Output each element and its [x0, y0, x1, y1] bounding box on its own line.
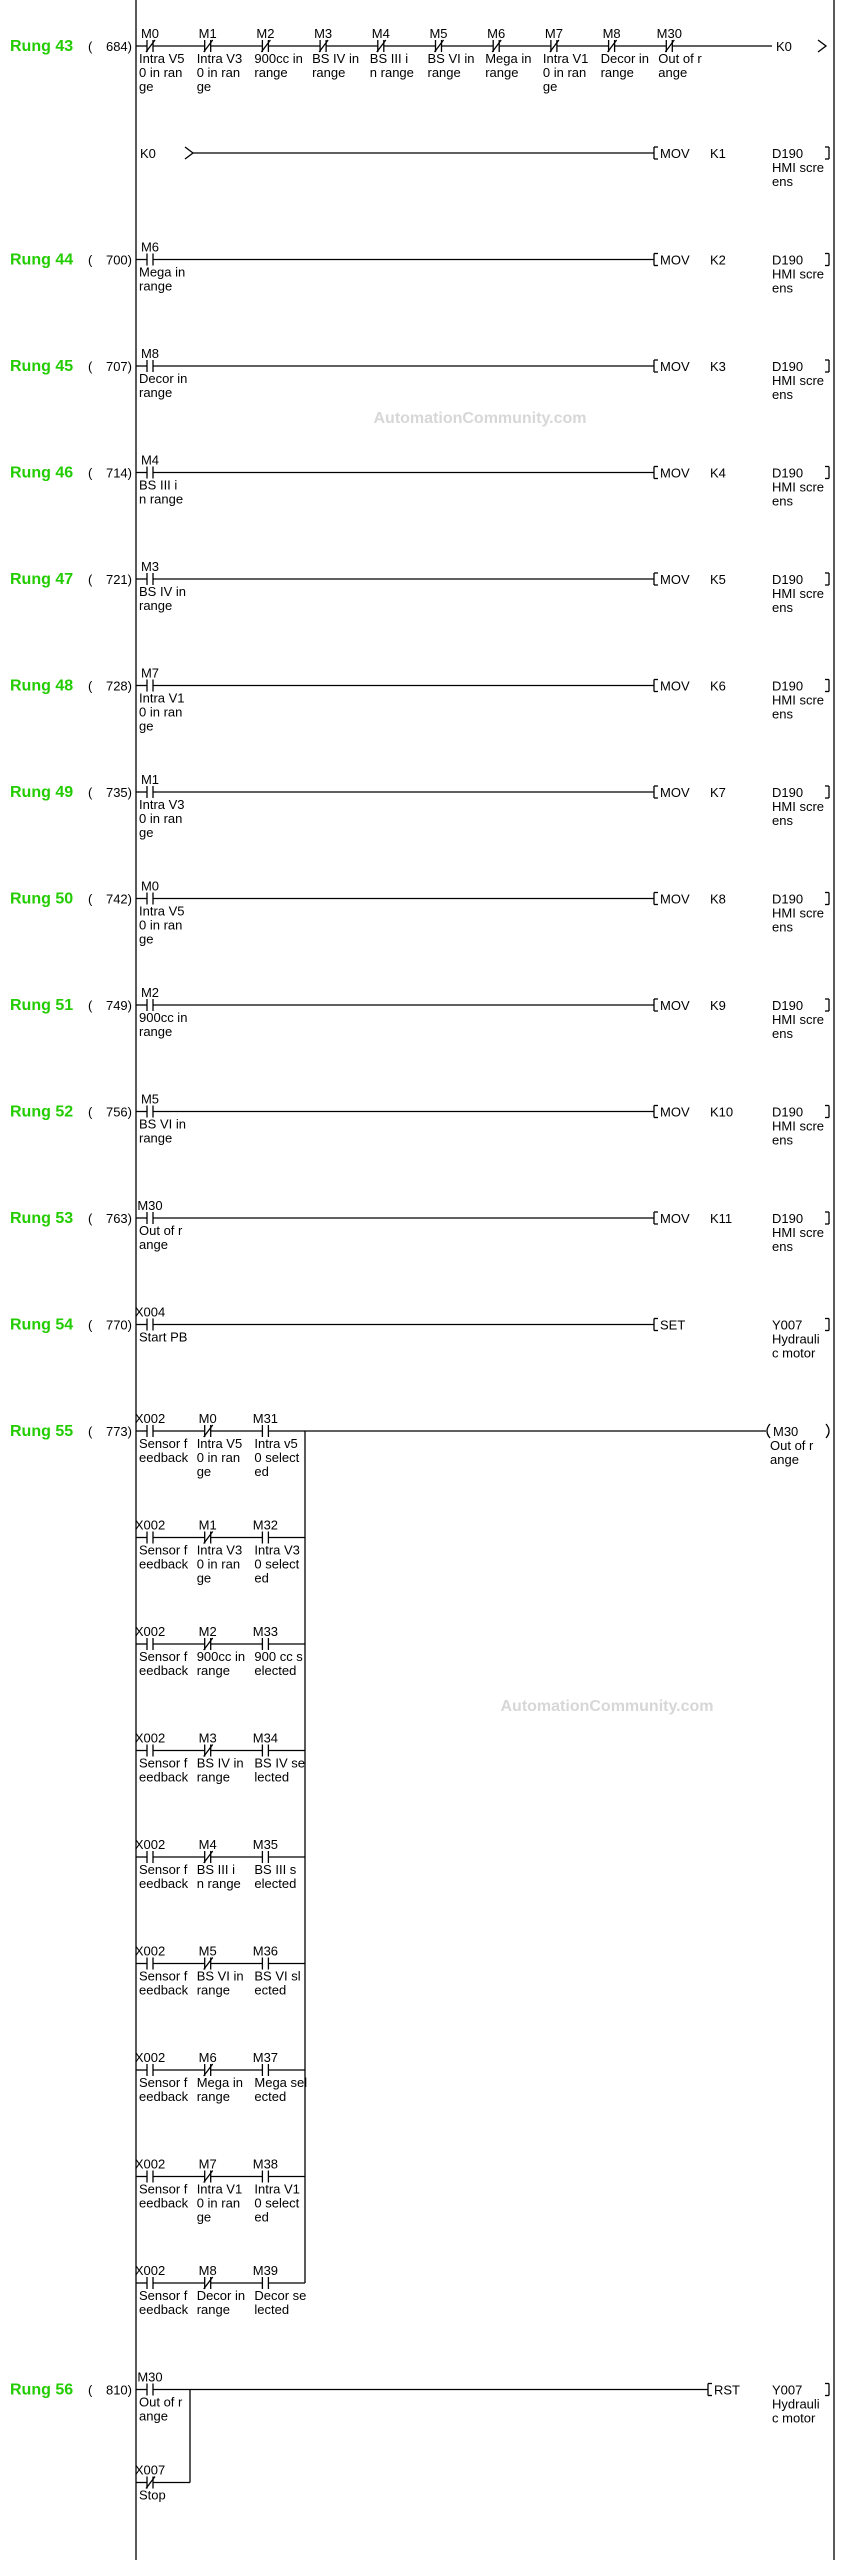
contact-description: range [139, 598, 173, 613]
step-number: 714) [105, 465, 132, 481]
contact-description: Sensor f [139, 1649, 188, 1664]
step-number: 749) [105, 998, 132, 1013]
contact-description: eedback [139, 1450, 189, 1465]
contact-address: M38 [252, 2156, 279, 2172]
contact-description: Sensor f [139, 1862, 188, 1877]
contact-description: Sensor f [139, 2075, 188, 2090]
instruction-op: MOV [660, 998, 690, 1013]
contact-address: M30 [137, 2369, 163, 2385]
contact-address: M6 [198, 2050, 217, 2065]
instruction-op: MOV [660, 252, 690, 268]
rung-number: Rung 52 [10, 1103, 74, 1121]
destination-description: HMI scre [772, 1012, 824, 1027]
instruction-destination: D190 [772, 252, 804, 268]
step-paren: ( [88, 2382, 93, 2398]
contact-description: 900 cc s [254, 1649, 303, 1664]
contact-address: M5 [140, 1091, 160, 1107]
destination-description: HMI scre [772, 266, 824, 282]
contact-description: range [600, 65, 634, 80]
step-paren: ( [88, 891, 93, 907]
contact-description: Mega sel [254, 2075, 308, 2090]
contact-description: Intra V3 [254, 1542, 300, 1558]
contact-description: eedback [139, 1663, 189, 1678]
contact-description: eedback [139, 1982, 189, 1998]
step-number: 810) [105, 2382, 132, 2398]
contact-address: X004 [134, 1304, 166, 1320]
step-paren: ( [88, 785, 93, 800]
contact-description: BS III s [254, 1862, 297, 1877]
rung-number: Rung 43 [10, 38, 74, 55]
destination-description: ens [772, 706, 793, 722]
step-number: 684) [105, 39, 132, 54]
contact-description: Intra V1 [139, 690, 185, 706]
contact-address: M31 [252, 1411, 279, 1426]
instruction-destination: D190 [772, 1211, 804, 1226]
contact-description: BS VI sl [254, 1968, 301, 1984]
contact-description: ange [139, 2408, 168, 2424]
contact-description: range [196, 1769, 230, 1785]
instruction-source: K3 [710, 359, 726, 374]
contact-description: 0 select [254, 1450, 300, 1465]
contact-description: ed [254, 1570, 269, 1586]
contact-description: Decor in [196, 2288, 246, 2303]
contact-description: Intra V3 [196, 1542, 243, 1558]
contact-description: 0 in ran [196, 1556, 241, 1572]
contact-address: M36 [252, 1943, 279, 1959]
step-paren: ( [88, 998, 93, 1013]
contact-description: eedback [139, 1556, 189, 1572]
contact-description: range [485, 65, 519, 80]
contact-description: BS IV in [196, 1755, 244, 1771]
contact-address: M37 [252, 2050, 279, 2065]
instruction-op: MOV [660, 146, 690, 161]
contact-description: Decor in [600, 51, 650, 66]
contact-description: ed [254, 1464, 269, 1479]
coil-icon [767, 1424, 770, 1438]
destination-description: ens [772, 280, 793, 296]
contact-address: X002 [134, 1943, 166, 1959]
contact-description: Intra V5 [139, 51, 185, 66]
contact-description: ed [254, 2209, 269, 2225]
destination-description: HMI scre [772, 479, 824, 495]
instruction-destination: D190 [772, 465, 804, 481]
step-number: 742) [105, 891, 132, 907]
step-paren: ( [88, 252, 93, 268]
contact-description: ge [139, 931, 154, 947]
connector-arrow-icon [185, 147, 193, 159]
coil-description: ange [770, 1452, 799, 1467]
contact-description: 0 in ran [196, 65, 241, 80]
contact-description: ected [254, 1982, 287, 1998]
instruction-op: MOV [660, 1104, 690, 1120]
step-paren: ( [88, 1104, 93, 1120]
contact-address: M0 [140, 878, 160, 894]
destination-description: ens [772, 1132, 793, 1148]
instruction-op: SET [660, 1317, 686, 1333]
contact-address: X002 [134, 2050, 166, 2065]
step-number: 770) [105, 1317, 132, 1333]
contact-description: n range [196, 1876, 241, 1891]
contact-address: M6 [487, 26, 506, 41]
destination-description: HMI scre [772, 905, 824, 921]
contact-description: Out of r [139, 2394, 183, 2410]
contact-description: range [254, 65, 288, 80]
contact-description: 0 in ran [196, 1450, 241, 1465]
instruction-op: MOV [660, 891, 690, 907]
rung-number: Rung 46 [10, 464, 74, 482]
contact-address: M34 [252, 1730, 279, 1746]
rung-number: Rung 55 [10, 1423, 74, 1440]
contact-address: M7 [198, 2156, 217, 2172]
contact-description: lected [254, 2302, 290, 2317]
contact-description: Intra V1 [254, 2181, 300, 2197]
contact-address: M4 [198, 1837, 217, 1852]
contact-description: ange [139, 1237, 168, 1252]
contact-description: lected [254, 1769, 290, 1785]
step-paren: ( [88, 1211, 93, 1226]
contact-address: M0 [198, 1411, 217, 1426]
contact-description: ge [196, 1464, 212, 1479]
contact-address: M8 [602, 26, 621, 41]
contact-address: M33 [252, 1624, 279, 1639]
contact-description: Intra V5 [139, 903, 185, 919]
rung-number: Rung 56 [10, 2381, 74, 2399]
contact-address: M4 [371, 26, 390, 41]
contact-description: eedback [139, 1876, 189, 1891]
contact-address: M30 [137, 1198, 163, 1213]
instruction-destination: Y007 [772, 2382, 803, 2398]
step-number: 700) [105, 252, 132, 268]
contact-description: Stop [139, 2487, 166, 2503]
contact-description: Mega in [196, 2075, 243, 2090]
connector-arrow-icon [818, 40, 826, 52]
destination-description: HMI scre [772, 586, 824, 601]
destination-description: HMI scre [772, 160, 824, 175]
instruction-source: K9 [710, 998, 726, 1013]
contact-description: Out of r [139, 1223, 183, 1238]
contact-description: n range [369, 65, 414, 80]
step-paren: ( [88, 1424, 93, 1439]
destination-description: HMI scre [772, 692, 824, 708]
contact-description: ge [542, 79, 558, 94]
contact-description: ange [658, 65, 688, 80]
contact-description: 0 in ran [139, 65, 183, 80]
contact-description: range [196, 1663, 230, 1678]
contact-address: M8 [198, 2263, 217, 2278]
contact-address: X002 [134, 1730, 166, 1746]
contact-description: eedback [139, 2195, 189, 2211]
contact-description: Sensor f [139, 1542, 188, 1558]
contact-description: eedback [139, 2302, 189, 2317]
instruction-op: RST [714, 2382, 740, 2398]
destination-description: ens [772, 1026, 793, 1041]
destination-description: ens [772, 600, 793, 615]
contact-description: 0 select [254, 2195, 300, 2211]
contact-description: elected [254, 1876, 297, 1891]
contact-description: 0 in ran [139, 811, 183, 826]
contact-description: Mega in [139, 264, 186, 280]
rung-number: Rung 54 [10, 1316, 74, 1334]
contact-description: ge [196, 2209, 212, 2225]
coil-address: M30 [773, 1424, 799, 1439]
instruction-source: K10 [710, 1104, 734, 1120]
step-number: 707) [105, 359, 132, 374]
rung-number: Rung 53 [10, 1210, 74, 1227]
contact-description: Sensor f [139, 2181, 188, 2197]
destination-description: ens [772, 813, 793, 828]
instruction-source: K5 [710, 572, 726, 587]
destination-description: Hydrauli [772, 1331, 820, 1347]
contact-description: Intra V1 [196, 2181, 243, 2197]
destination-description: ens [772, 1239, 793, 1254]
contact-description: BS III i [369, 51, 409, 66]
instruction-op: MOV [660, 572, 690, 587]
contact-address: X002 [134, 2263, 166, 2278]
contact-description: Sensor f [139, 1968, 188, 1984]
instruction-op: MOV [660, 1211, 690, 1226]
contact-address: M8 [140, 346, 160, 361]
contact-description: eedback [139, 2089, 189, 2104]
contact-address: M30 [656, 26, 682, 41]
rung-number: Rung 44 [10, 251, 74, 269]
contact-address: M2 [140, 985, 160, 1000]
contact-description: 0 in ran [196, 2195, 241, 2211]
contact-description: range [139, 385, 173, 400]
step-paren: ( [88, 572, 93, 587]
destination-description: HMI scre [772, 1225, 824, 1240]
contact-address: M5 [198, 1943, 217, 1959]
contact-description: range [196, 2089, 230, 2104]
contact-description: range [427, 65, 461, 80]
destination-description: ens [772, 919, 793, 935]
contact-description: eedback [139, 1769, 189, 1785]
instruction-destination: D190 [772, 785, 804, 800]
step-number: 735) [105, 785, 132, 800]
destination-description: HMI scre [772, 373, 824, 388]
contact-description: Sensor f [139, 1755, 188, 1771]
contact-address: M1 [140, 772, 160, 787]
contact-address: M35 [252, 1837, 279, 1852]
contact-address: M1 [198, 26, 217, 41]
contact-address: X002 [134, 1624, 166, 1639]
step-paren: ( [88, 359, 93, 374]
instruction-destination: D190 [772, 1104, 804, 1120]
step-paren: ( [88, 465, 93, 481]
contact-description: BS VI in [139, 1116, 186, 1132]
instruction-destination: D190 [772, 572, 804, 587]
contact-address: M32 [252, 1517, 279, 1533]
contact-description: 0 in ran [139, 917, 183, 933]
contact-address: X007 [134, 2462, 166, 2478]
contact-description: Sensor f [139, 1436, 188, 1451]
connector-label: K0 [140, 146, 156, 161]
contact-address: M2 [198, 1624, 217, 1639]
instruction-source: K6 [710, 678, 726, 694]
destination-description: c motor [772, 2410, 816, 2426]
instruction-destination: D190 [772, 678, 804, 694]
destination-description: HMI scre [772, 799, 824, 814]
contact-address: X002 [134, 1517, 166, 1533]
contact-description: ge [139, 79, 154, 94]
contact-description: elected [254, 1663, 297, 1678]
contact-description: 0 in ran [542, 65, 587, 80]
step-paren: ( [88, 39, 93, 54]
step-number: 756) [105, 1104, 132, 1120]
watermark: AutomationCommunity.com [373, 410, 587, 427]
contact-address: M39 [252, 2263, 279, 2278]
contact-description: Decor in [139, 371, 188, 386]
destination-description: ens [772, 387, 793, 402]
contact-address: X002 [134, 1837, 166, 1852]
step-paren: ( [88, 678, 93, 694]
instruction-destination: D190 [772, 998, 804, 1013]
contact-address: M3 [140, 559, 160, 574]
step-paren: ( [88, 1317, 93, 1333]
contact-description: ge [139, 718, 154, 734]
instruction-source: K8 [710, 891, 726, 907]
contact-description: range [196, 2302, 230, 2317]
contact-description: ge [196, 1570, 212, 1586]
contact-description: Intra V5 [196, 1436, 243, 1451]
destination-description: c motor [772, 1345, 816, 1361]
contact-address: M1 [198, 1517, 217, 1533]
rung-number: Rung 49 [10, 784, 74, 801]
contact-description: Intra v5 [254, 1436, 298, 1451]
instruction-destination: D190 [772, 146, 804, 161]
contact-description: ge [196, 79, 212, 94]
destination-description: ens [772, 493, 793, 509]
instruction-destination: Y007 [772, 1317, 803, 1333]
contact-description: n range [139, 491, 184, 507]
contact-description: Intra V3 [196, 51, 243, 66]
contact-description: Sensor f [139, 2288, 188, 2303]
instruction-destination: D190 [772, 891, 804, 907]
contact-description: 0 in ran [139, 704, 183, 720]
contact-description: range [196, 1982, 230, 1998]
contact-address: X002 [134, 2156, 166, 2172]
contact-address: M6 [140, 239, 160, 255]
rung-number: Rung 51 [10, 997, 74, 1014]
contact-description: Mega in [485, 51, 532, 66]
contact-description: Decor se [254, 2288, 307, 2303]
contact-description: Out of r [658, 51, 702, 66]
contact-description: BS IV in [139, 584, 186, 599]
contact-description: ge [139, 825, 154, 840]
contact-description: 900cc in [139, 1010, 188, 1025]
contact-description: ected [254, 2089, 287, 2104]
contact-description: BS III i [196, 1862, 235, 1877]
rung-number: Rung 47 [10, 571, 74, 588]
watermark: AutomationCommunity.com [500, 1698, 714, 1715]
contact-description: Intra V1 [542, 51, 589, 66]
contact-address: M3 [198, 1730, 217, 1746]
contact-description: Intra V3 [139, 797, 185, 812]
instruction-op: MOV [660, 678, 690, 694]
contact-description: BS IV se [254, 1755, 305, 1771]
instruction-op: MOV [660, 359, 690, 374]
contact-description: 900cc in [254, 51, 303, 66]
contact-address: M7 [544, 26, 563, 41]
step-number: 728) [105, 678, 132, 694]
instruction-source: K2 [710, 252, 726, 268]
connector-label: K0 [776, 39, 792, 54]
instruction-source: K7 [710, 785, 726, 800]
contact-address: X002 [134, 1411, 166, 1426]
coil-description: Out of r [770, 1438, 814, 1453]
contact-description: range [139, 1024, 173, 1039]
contact-address: M5 [429, 26, 448, 41]
contact-description: Start PB [139, 1329, 188, 1345]
contact-address: M4 [140, 452, 160, 468]
contact-address: M0 [140, 26, 160, 41]
contact-description: BS IV in [312, 51, 360, 66]
contact-description: 900cc in [196, 1649, 246, 1664]
instruction-source: K4 [710, 465, 726, 481]
contact-address: M7 [140, 665, 160, 681]
destination-description: Hydrauli [772, 2396, 820, 2412]
contact-description: range [312, 65, 346, 80]
contact-description: 0 select [254, 1556, 300, 1572]
contact-description: BS III i [139, 477, 178, 493]
rung-number: Rung 45 [10, 358, 74, 375]
instruction-op: MOV [660, 785, 690, 800]
contact-description: range [139, 278, 173, 294]
instruction-destination: D190 [772, 359, 804, 374]
instruction-op: MOV [660, 465, 690, 481]
instruction-source: K11 [710, 1211, 733, 1226]
rung-number: Rung 48 [10, 677, 74, 695]
contact-description: range [139, 1130, 173, 1146]
step-number: 763) [105, 1211, 132, 1226]
step-number: 721) [105, 572, 132, 587]
contact-description: BS VI in [427, 51, 475, 66]
rung-number: Rung 50 [10, 890, 74, 908]
coil-icon [826, 1424, 829, 1438]
step-number: 773) [105, 1424, 132, 1439]
contact-address: M2 [256, 26, 275, 41]
contact-address: M3 [314, 26, 333, 41]
destination-description: ens [772, 174, 793, 189]
destination-description: HMI scre [772, 1118, 824, 1134]
instruction-source: K1 [710, 146, 726, 161]
contact-description: BS VI in [196, 1968, 244, 1984]
